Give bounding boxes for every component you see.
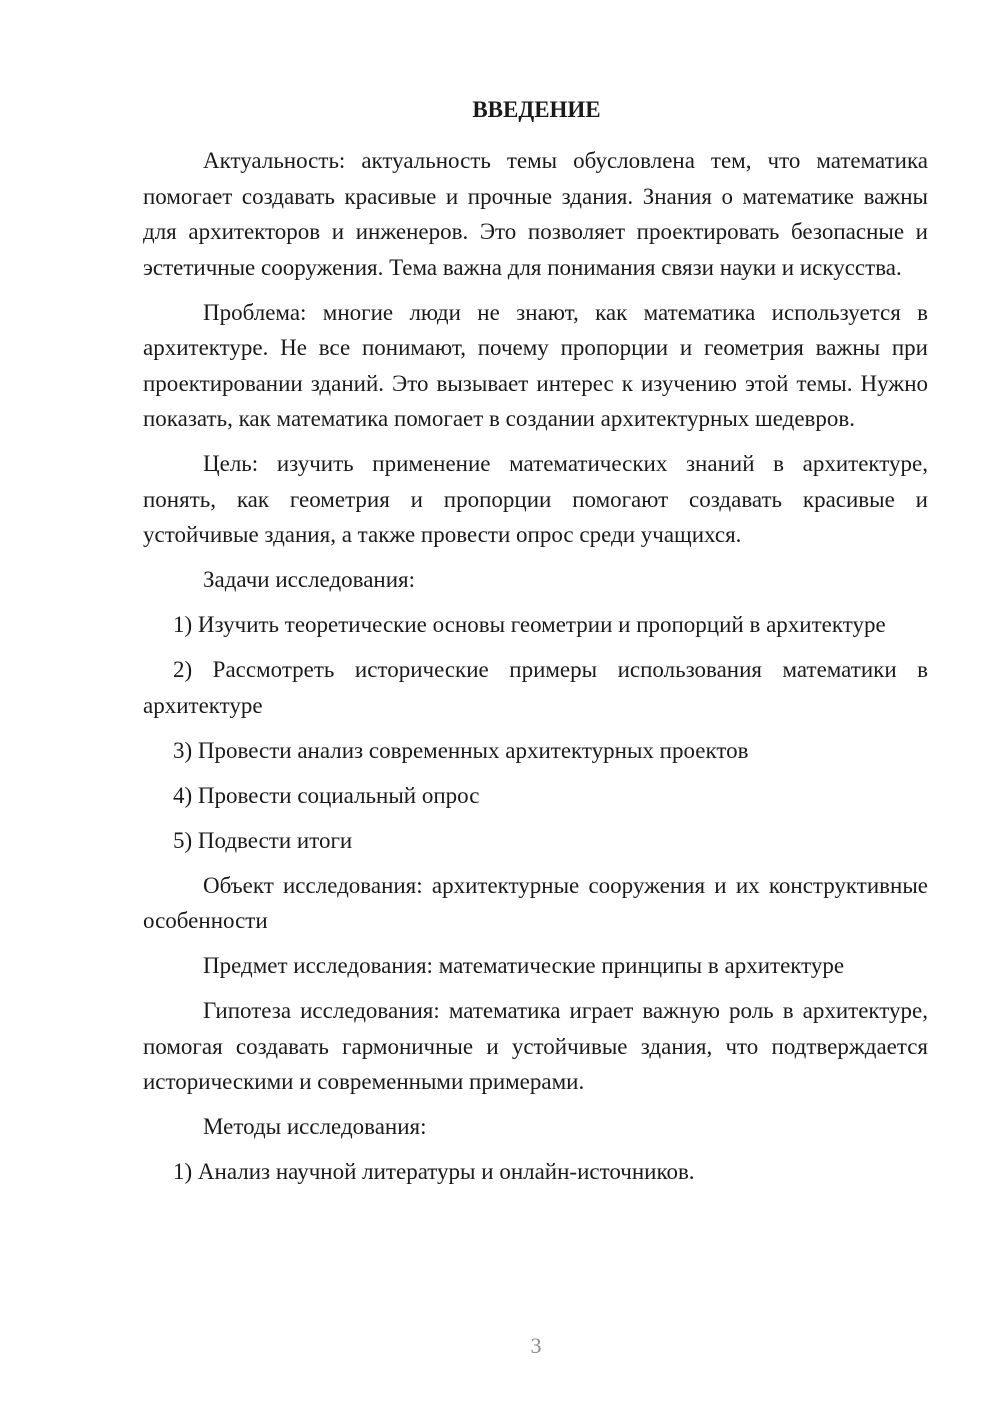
paragraph-object: Объект исследования: архитектурные сооружения и их конструктивные особенности (143, 872, 928, 933)
task-item: 4) Провести социальный опрос (173, 782, 480, 808)
paragraph-relevance: Актуальность: актуальность темы обусловлена тем, что математика помогает создавать красивые и прочные здания. Знания о математике важны для архитекторов и инженеров. Это позволяет проектировать безопасные и эстетичные сооружения. Тема важна для понимания связи науки и искусства. (143, 148, 928, 280)
methods-heading: Методы исследования: (203, 1114, 427, 1139)
tasks-heading: Задачи исследования: (203, 567, 416, 592)
page-title: ВВЕДЕНИЕ (472, 97, 601, 122)
task-item: 3) Провести анализ современных архитектурных проектов (173, 737, 749, 763)
task-item: 1) Изучить теоретические основы геометрии и пропорций в архитектуре (173, 612, 886, 637)
paragraph-subject: Предмет исследования: математические принципы в архитектуре (203, 953, 845, 978)
document-body (143, 94, 928, 1199)
task-item: 5) Подвести итоги (173, 827, 353, 853)
task-item: 2) Рассмотреть исторические примеры использования математики в архитектуре (143, 657, 928, 718)
paragraph-hypothesis: Гипотеза исследования: математика играет важную роль в архитектуре, помогая создавать гармоничные и устойчивые здания, что подтверждается историческими и современными примерами. (143, 998, 928, 1094)
paragraph-problem: Проблема: многие люди не знают, как математика используется в архитектуре. Не все понимают, почему пропорции и геометрия важны при проектировании зданий. Это вызывает интерес к изучению этой темы. Нужно показать, как математика помогает в создании архитектурных шедевров. (143, 299, 928, 431)
paragraph-goal: Цель: изучить применение математических знаний в архитектуре, понять, как геометрия и пропорции помогают создавать красивые и устойчивые здания, а также провести опрос среди учащихся. (143, 451, 928, 547)
page-number: 3 (530, 1333, 542, 1358)
method-item: 1) Анализ научной литературы и онлайн-источников. (173, 1159, 695, 1184)
